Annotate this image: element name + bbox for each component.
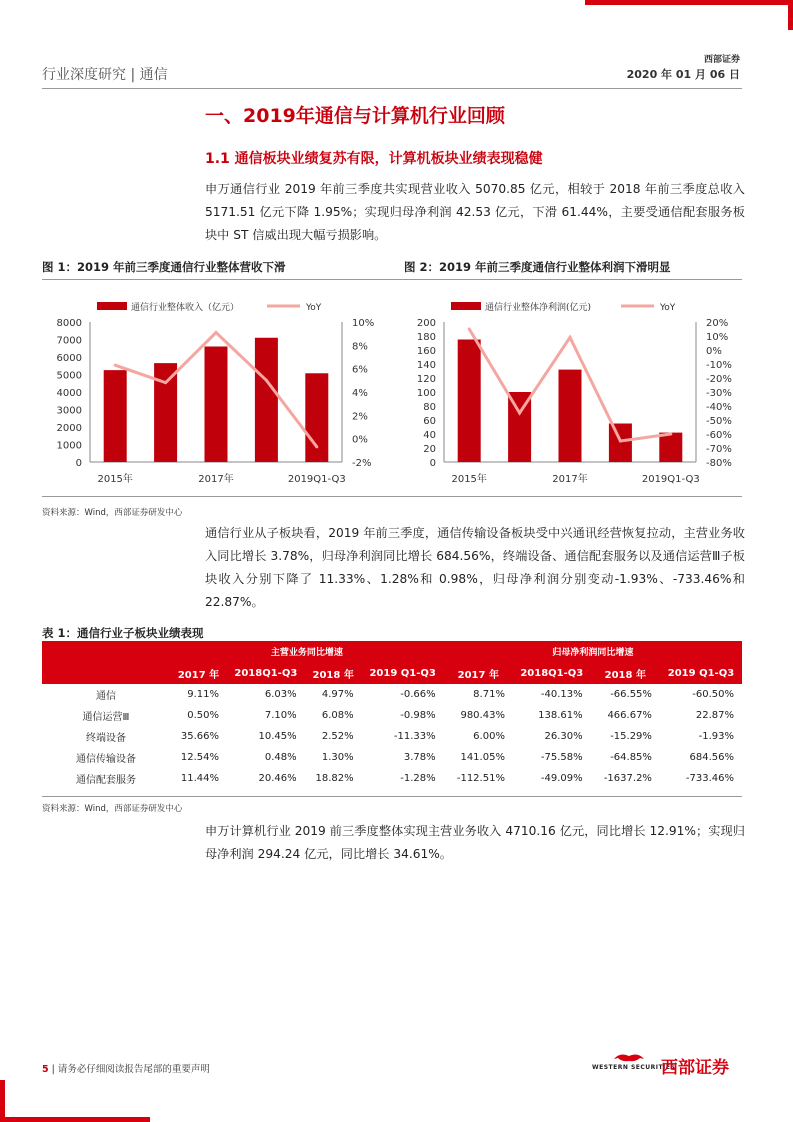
table-cell: -0.66% — [400, 689, 436, 700]
group-revenue-growth: 主营业务同比增速 — [170, 641, 444, 662]
chart-revenue-plot — [57, 301, 375, 485]
y-right-tick-label: 0% — [706, 346, 722, 357]
legend-bar-label: 通信行业整体净利润(亿元) — [485, 303, 592, 313]
x-tick-label: 2019Q1-Q3 — [287, 474, 346, 485]
table-column-header: 2018 年 — [591, 662, 660, 684]
y-right-tick-label: 6% — [352, 364, 368, 376]
yoy-point — [669, 433, 672, 436]
paragraph-subsectors: 通信行业从子板块看，2019 年前三季度，通信传输设备板块受中兴通讯经营恢复拉动，主营业务收入同比增长 3.78%，归母净利润同比增长 684.56%，终端设备、通信配套服务以及通信运营Ⅲ子板块收入分别下降了 11.33%、1.28%和 0.98%，归母净利润分别变动-1.93%、-733.46%和 22.87%。 — [205, 526, 745, 609]
table-cell: 3.78% — [403, 752, 436, 763]
table-cell: 684.56% — [689, 752, 734, 763]
report-date: 2020 年 01 月 06 日 — [626, 68, 740, 81]
header-brand: 西部证券 — [703, 55, 740, 65]
table-cell: 1.30% — [321, 752, 354, 763]
table-cell: -1.28% — [400, 773, 436, 784]
table-row — [42, 705, 742, 726]
table-column-header: 2019 Q1-Q3 — [362, 662, 444, 684]
figure-source: 资料来源：Wind，西部证券研发中心 — [42, 508, 183, 518]
table-column-header: 2017 年 — [170, 662, 227, 684]
report-category: 行业深度研究 | 通信 — [42, 67, 168, 83]
table-cell: -0.98% — [400, 710, 436, 721]
table-cell: 4.97% — [321, 689, 354, 700]
table-row — [42, 768, 742, 789]
table-column-header: 2019 Q1-Q3 — [660, 662, 742, 684]
table-header-blank — [42, 662, 170, 684]
table-row-label: 通信运营Ⅲ — [82, 712, 130, 723]
figure-1-top-rule — [42, 279, 392, 280]
x-tick-label: 2017年 — [552, 474, 588, 485]
table-cell: 7.10% — [264, 710, 297, 721]
yoy-point — [619, 440, 622, 443]
table-cell: 2.52% — [321, 731, 354, 742]
table-row-label: 通信配套服务 — [76, 775, 136, 786]
corner-accent-bottom-horizontal — [0, 1117, 150, 1122]
table-row — [42, 726, 742, 747]
x-tick-label: 2015年 — [451, 474, 487, 485]
logo-chinese: 西部证券 — [661, 1058, 729, 1078]
bar — [305, 373, 328, 462]
table-bottom-rule — [42, 796, 742, 797]
table-row — [42, 684, 742, 705]
bar — [255, 338, 278, 462]
group-profit-growth: 归母净利润同比增速 — [444, 641, 742, 662]
table-cell: -60.50% — [692, 689, 734, 700]
table-cell: -11.33% — [393, 731, 436, 742]
table-cell: 12.54% — [180, 752, 219, 763]
y-right-tick-label: -60% — [706, 430, 732, 441]
figure-1-title: 图 1：2019 年前三季度通信行业整体营收下滑 — [42, 260, 286, 274]
x-tick-label: 2019Q1-Q3 — [641, 474, 700, 485]
table-column-header: 2018Q1-Q3 — [227, 662, 305, 684]
bull-logo-icon — [612, 1050, 646, 1064]
table-column-header: 2018Q1-Q3 — [513, 662, 591, 684]
paragraph-revenue: 申万通信行业 2019 年前三季度共实现营业收入 5070.85 亿元，相较于 2018 年前三季度总收入 5171.51 亿元下降 1.95%；实现归母净利润 42.53 亿元，下滑 61.44%，主要受通信配套服务板块中 ST 信威出现大幅亏损影响。 — [205, 182, 745, 242]
y-left-tick-label: 60 — [423, 416, 436, 427]
x-tick-label: 2015年 — [97, 474, 133, 485]
header-divider — [42, 88, 742, 89]
y-left-tick-label: 1000 — [56, 440, 82, 452]
table-cell: 466.67% — [607, 710, 652, 721]
y-left-tick-label: 7000 — [56, 335, 82, 347]
table-cell: -49.09% — [540, 773, 583, 784]
y-right-tick-label: -20% — [706, 374, 732, 385]
table-column-header: 2018 年 — [305, 662, 362, 684]
table-row-label: 终端设备 — [86, 733, 126, 744]
yoy-point — [569, 336, 572, 339]
table-corner — [42, 641, 170, 662]
paragraph-computer: 申万计算机行业 2019 前三季度整体实现主营业务收入 4710.16 亿元，同比增长 12.91%；实现归母净利润 294.24 亿元，同比增长 34.61%。 — [205, 824, 745, 861]
y-right-tick-label: -2% — [352, 458, 372, 469]
y-left-tick-label: 40 — [423, 430, 436, 441]
table-cell: 20.46% — [258, 773, 297, 784]
table-cell: -40.13% — [540, 689, 583, 700]
bar — [559, 370, 582, 462]
legend-line-label: YoY — [660, 303, 676, 313]
y-right-tick-label: 2% — [352, 411, 368, 423]
table-cell: 26.30% — [544, 731, 583, 742]
table-title: 表 1：通信行业子板块业绩表现 — [42, 626, 204, 640]
y-left-tick-label: 6000 — [56, 353, 82, 364]
y-right-tick-label: -50% — [706, 416, 732, 427]
y-right-tick-label: 10% — [352, 318, 375, 329]
legend-bar-swatch — [451, 302, 481, 310]
corner-accent-top — [585, 0, 793, 5]
bar — [154, 363, 177, 462]
table-column-header: 2017 年 — [444, 662, 513, 684]
yoy-point — [265, 379, 268, 382]
yoy-point — [468, 328, 471, 331]
y-right-tick-label: 4% — [352, 388, 368, 399]
table-cell: 18.82% — [315, 773, 354, 784]
table-cell: -15.29% — [610, 731, 652, 742]
table-cell: 980.43% — [460, 710, 505, 721]
figure-bottom-rule — [42, 496, 392, 497]
corner-accent-bottom — [0, 1080, 5, 1122]
table-body — [42, 684, 742, 789]
table-cell: 9.11% — [187, 689, 219, 700]
corner-accent-top-vertical — [788, 0, 793, 30]
yoy-point — [315, 445, 318, 448]
table-cell: 138.61% — [538, 710, 583, 721]
y-left-tick-label: 80 — [423, 402, 436, 413]
y-left-tick-label: 5000 — [56, 370, 82, 382]
chart-revenue — [42, 284, 392, 494]
y-right-tick-label: 20% — [706, 318, 729, 329]
table-cell: 6.00% — [473, 731, 505, 742]
page-number: 5 — [42, 1064, 49, 1075]
y-right-tick-label: -40% — [706, 402, 732, 413]
figure-2-top-rule — [392, 279, 742, 280]
table-cell: 8.71% — [473, 689, 505, 700]
table-cell: 141.05% — [460, 752, 505, 763]
yoy-point — [114, 364, 117, 367]
table-cell: 22.87% — [695, 710, 734, 721]
y-left-tick-label: 180 — [416, 332, 436, 343]
bar — [205, 347, 228, 463]
chart-profit-plot — [417, 301, 732, 485]
y-left-tick-label: 0 — [75, 458, 82, 469]
logo-english: WESTERN SECURITIES — [592, 1064, 676, 1071]
y-right-tick-label: -30% — [706, 388, 732, 399]
bar — [659, 433, 682, 462]
subsector-table — [42, 641, 742, 789]
y-left-tick-label: 100 — [416, 388, 436, 399]
figure-bottom-rule-2 — [392, 496, 742, 497]
y-left-tick-label: 160 — [416, 346, 436, 357]
yoy-point — [518, 412, 521, 415]
y-right-tick-label: -70% — [706, 444, 732, 455]
table-cell: -112.51% — [456, 773, 505, 784]
y-right-tick-label: 8% — [352, 341, 368, 353]
table-cell: 35.66% — [180, 731, 219, 742]
table-column-headers — [42, 662, 742, 684]
subsection-title: 1.1 通信板块业绩复苏有限，计算机板块业绩表现稳健 — [205, 151, 543, 167]
table-cell: 10.45% — [258, 731, 297, 742]
bar — [609, 424, 632, 463]
table-row-label: 通信传输设备 — [76, 754, 136, 765]
legend-bar-swatch — [97, 302, 127, 310]
y-right-tick-label: -10% — [706, 360, 732, 371]
chart-profit — [396, 284, 746, 494]
y-left-tick-label: 200 — [416, 318, 436, 329]
y-right-tick-label: 0% — [352, 434, 368, 446]
y-right-tick-label: -80% — [706, 458, 732, 469]
table-cell: -1637.2% — [603, 773, 652, 784]
yoy-point — [164, 381, 167, 384]
table-cell: -75.58% — [540, 752, 583, 763]
y-left-tick-label: 2000 — [56, 423, 82, 434]
y-right-tick-label: 10% — [706, 332, 729, 343]
legend-bar-label: 通信行业整体收入（亿元） — [131, 303, 240, 313]
table-row-label: 通信 — [96, 691, 116, 702]
figure-2-title: 图 2：2019 年前三季度通信行业整体利润下滑明显 — [404, 260, 671, 274]
footer-disclaimer: 请务必仔细阅读报告尾部的重要声明 — [57, 1064, 210, 1075]
table-cell: 0.48% — [264, 752, 297, 763]
table-cell: 6.03% — [264, 689, 297, 700]
table-cell: -64.85% — [610, 752, 652, 763]
y-left-tick-label: 140 — [416, 360, 436, 371]
table-cell: 0.50% — [187, 710, 219, 721]
x-tick-label: 2017年 — [198, 474, 234, 485]
table-source: 资料来源：Wind，西部证券研发中心 — [42, 804, 183, 814]
table-cell: -733.46% — [685, 773, 734, 784]
bar — [458, 340, 481, 463]
table-cell: -66.55% — [610, 689, 652, 700]
y-left-tick-label: 8000 — [56, 318, 82, 329]
legend-line-label: YoY — [306, 303, 322, 313]
y-left-tick-label: 4000 — [56, 388, 82, 399]
y-left-tick-label: 120 — [416, 374, 436, 385]
yoy-point — [215, 331, 218, 334]
table-row — [42, 747, 742, 768]
y-left-tick-label: 20 — [423, 444, 436, 455]
y-left-tick-label: 3000 — [56, 405, 82, 417]
table-cell: 11.44% — [180, 773, 219, 784]
table-cell: 6.08% — [321, 710, 354, 721]
section-title: 一、2019年通信与计算机行业回顾 — [205, 105, 505, 127]
bar — [104, 370, 127, 462]
table-cell: -1.93% — [698, 731, 734, 742]
footer-notice: 5 | 请务必仔细阅读报告尾部的重要声明 — [42, 1064, 210, 1075]
y-left-tick-label: 0 — [429, 458, 436, 469]
